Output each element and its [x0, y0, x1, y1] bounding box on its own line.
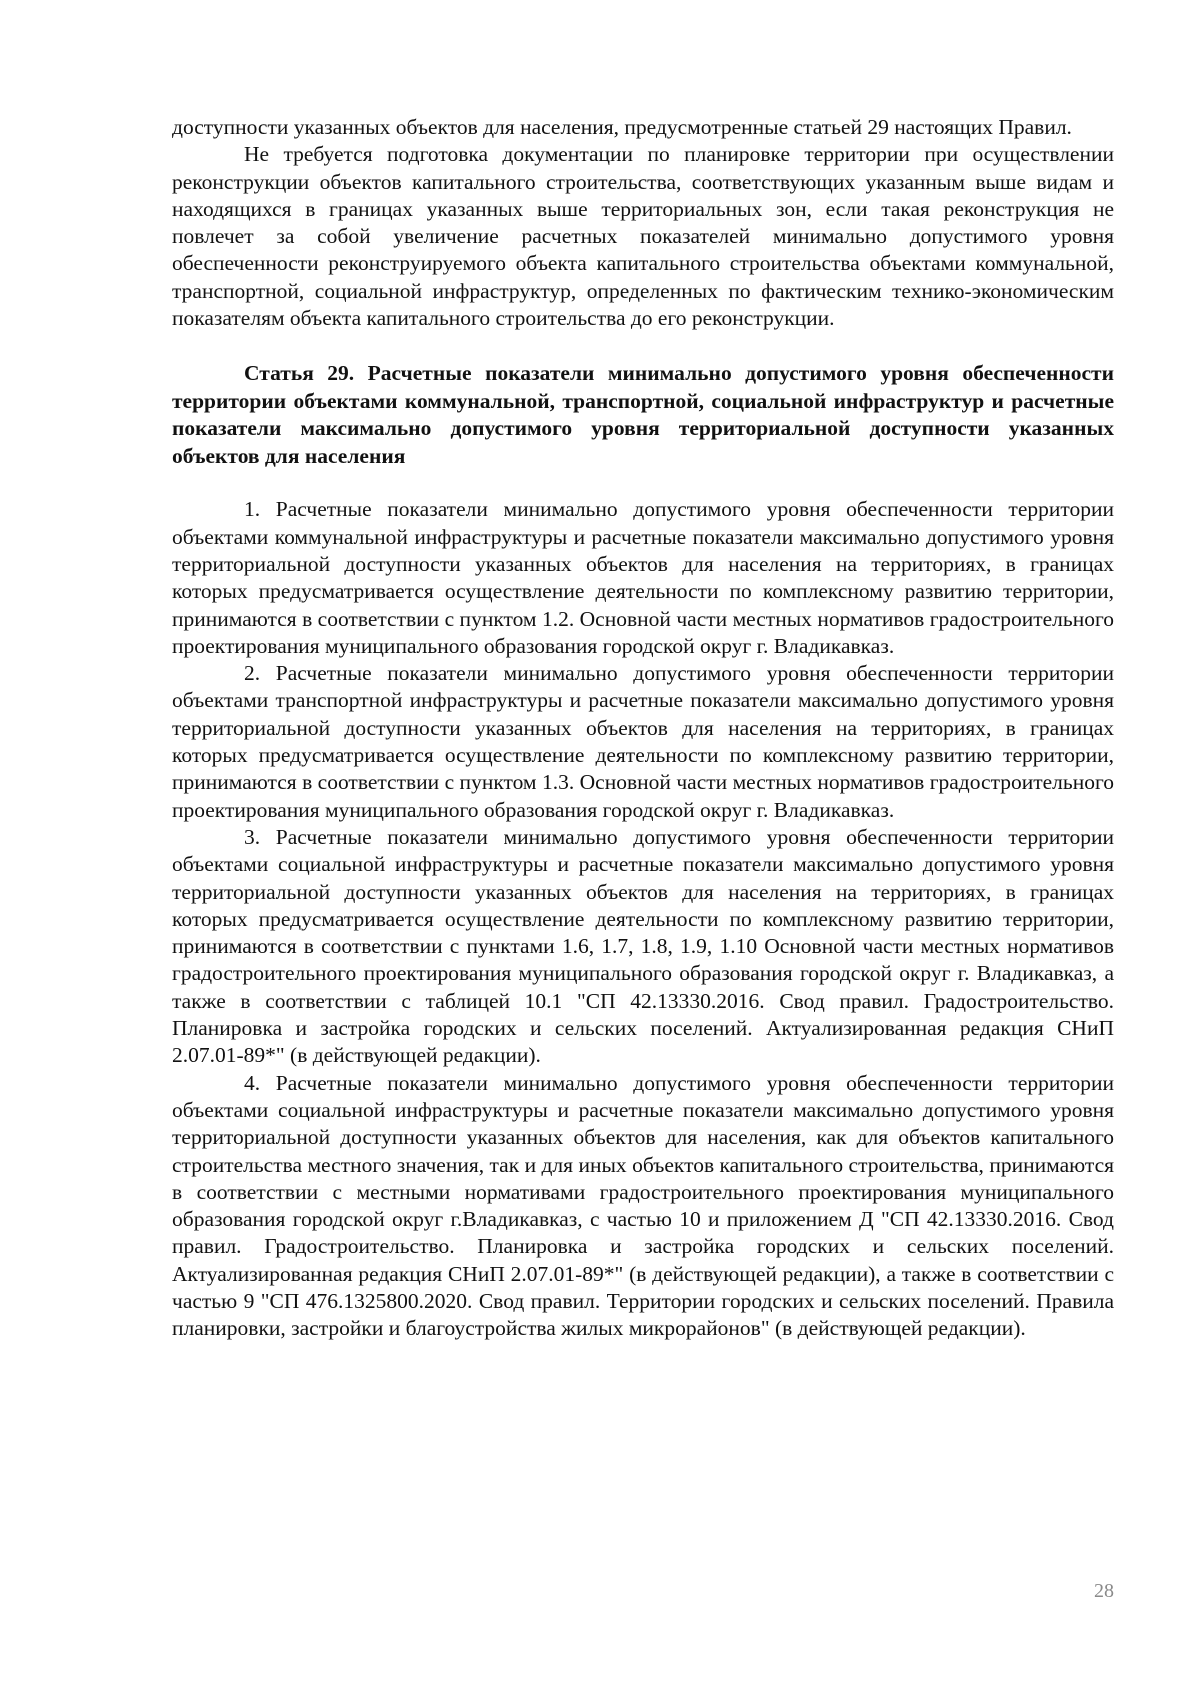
paragraph-reconstruction: Не требуется подготовка документации по планировке территории при осуществлении реконструкции объектов капитального строительства, соответствующих указанным выше видам и находящихся в границах указанных выше территориальных зон, если такая реконструкция не повлечет за собой увеличение расчетных показателей минимально допустимого уровня обеспеченности реконструируемого объекта капитального строительства объектами коммунальной, транспортной, социальной инфраструктур, определенных по фактическим технико-экономическим показателям объекта капитального строительства до его реконструкции. — [172, 142, 1114, 331]
article-item-4: 4. Расчетные показатели минимально допустимого уровня обеспеченности территории объектами социальной инфраструктуры и расчетные показатели максимально допустимого уровня территориальной доступности указанных объектов для населения, как для объектов капитального строительства местного значения, так и для иных объектов капитального строительства, принимаются в соответствии с местными нормативами градостроительного проектирования муниципального образования городской округ г.Владикавказ, с частью 10 и приложением Д "СП 42.13330.2016. Свод правил. Градостроительство. Планировка и застройка городских и сельских поселений. Актуализированная редакция СНиП 2.07.01-89*" (в действующей редакции), а также в соответствии с частью 9 "СП 476.1325800.2020. Свод правил. Территории городских и сельских поселений. Правила планировки, застройки и благоустройства жилых микрорайонов" (в действующей редакции). — [172, 1070, 1114, 1341]
paragraph-continuation: доступности указанных объектов для населения, предусмотренные статьей 29 настоящих Правил. — [172, 115, 1072, 139]
article-item-2: 2. Расчетные показатели минимально допустимого уровня обеспеченности территории объектами транспортной инфраструктуры и расчетные показатели максимально допустимого уровня территориальной доступности указанных объектов для населения на территориях, в границах которых предусматривается осуществление деятельности по комплексному развитию территории, принимаются в соответствии с пунктом 1.3. Основной части местных нормативов градостроительного проектирования муниципального образования городской округ г. Владикавказ. — [172, 661, 1114, 822]
article-heading: Статья 29. Расчетные показатели минимально допустимого уровня обеспеченности территории объектами коммунальной, транспортной, социальной инфраструктур и расчетные показатели максимально допустимого уровня территориальной доступности указанных объектов для населения — [172, 361, 1114, 468]
article-item-1: 1. Расчетные показатели минимально допустимого уровня обеспеченности территории объектами коммунальной инфраструктуры и расчетные показатели максимально допустимого уровня территориальной доступности указанных объектов для населения на территориях, в границах которых предусматривается осуществление деятельности по комплексному развитию территории, принимаются в соответствии с пунктом 1.2. Основной части местных нормативов градостроительного проектирования муниципального образования городской округ г. Владикавказ. — [172, 497, 1114, 658]
page-number: 28 — [1094, 1580, 1114, 1602]
article-item-3: 3. Расчетные показатели минимально допустимого уровня обеспеченности территории объектами социальной инфраструктуры и расчетные показатели максимально допустимого уровня территориальной доступности указанных объектов для населения на территориях, в границах которых предусматривается осуществление деятельности по комплексному развитию территории, принимаются в соответствии с пунктами 1.6, 1.7, 1.8, 1.9, 1.10 Основной части местных нормативов градостроительного проектирования муниципального образования городской округ г. Владикавказ, а также в соответствии с таблицей 10.1 "СП 42.13330.2016. Свод правил. Градостроительство. Планировка и застройка городских и сельских поселений. Актуализированная редакция СНиП 2.07.01-89*" (в действующей редакции). — [172, 824, 1114, 1068]
document-page — [172, 114, 1114, 1343]
